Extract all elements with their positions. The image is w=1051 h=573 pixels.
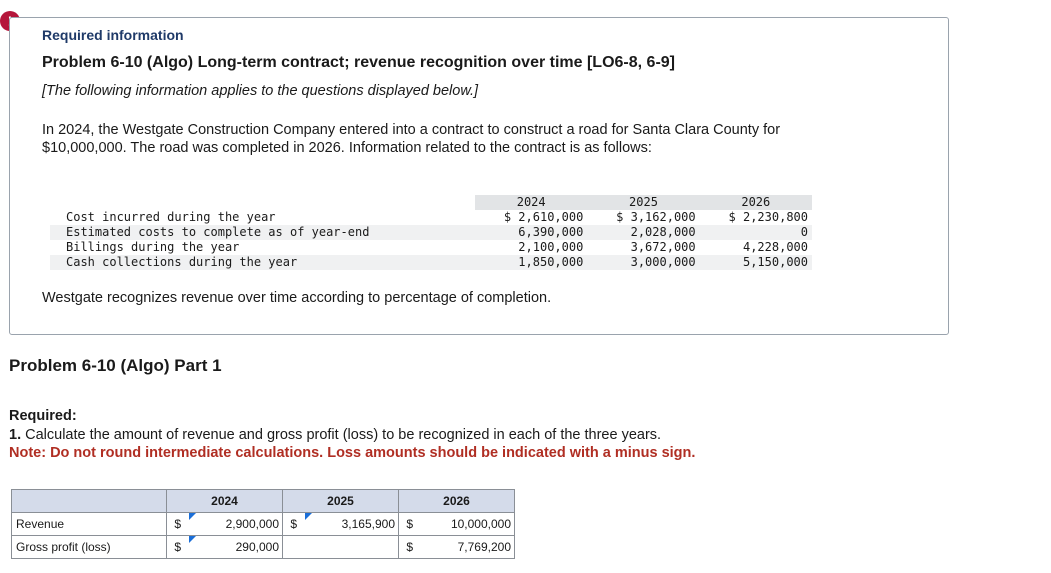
answer-header-blank — [12, 490, 167, 513]
row-value: 1,850,000 — [475, 255, 587, 270]
instruction — [9, 427, 661, 443]
row-value: $ 2,610,000 — [503, 210, 584, 224]
row-label: Estimated costs to complete as of year-end — [50, 225, 475, 240]
row-label: Cost incurred during the year — [66, 210, 276, 224]
answer-header-row — [12, 490, 515, 513]
revenue-2026-input[interactable]: 10,000,000 — [421, 513, 515, 536]
row-value: $ 3,162,000 — [616, 210, 696, 224]
row-value: $ 2,230,800 — [728, 210, 808, 224]
currency-symbol: $ — [167, 536, 189, 559]
intro-paragraph: In 2024, the Westgate Construction Company entered into a contract to construct a road for Santa Clara County for $10,000,000. The road was completed in 2026. Information related to the contract is as follows: — [42, 122, 781, 156]
part-heading: Problem 6-10 (Algo) Part 1 — [9, 356, 222, 375]
data-table-row — [50, 210, 812, 225]
rounding-note: Note: Do not round intermediate calculations. Loss amounts should be indicated with a minus sign. — [9, 445, 696, 461]
answer-table — [11, 489, 515, 559]
row-value: 3,672,000 — [630, 240, 696, 254]
gross-profit-2026-input[interactable]: 7,769,200 — [421, 536, 515, 559]
row-value: 4,228,000 — [742, 240, 808, 254]
data-table-header-row — [50, 195, 812, 210]
answer-header-year: 2024 — [167, 490, 283, 513]
required-information-heading: Required information — [42, 27, 184, 43]
applies-note: [The following information applies to the questions displayed below.] — [42, 83, 479, 99]
gross-profit-2025-input[interactable] — [283, 536, 399, 559]
row-value: 2,028,000 — [587, 225, 699, 240]
header-year: 2025 — [587, 195, 699, 210]
data-table-row — [50, 225, 812, 240]
header-year: 2024 — [475, 195, 587, 210]
row-label: Cash collections during the year — [50, 255, 475, 270]
answer-header-year: 2025 — [283, 490, 399, 513]
answer-row-revenue — [12, 513, 515, 536]
currency-symbol: $ — [167, 513, 189, 536]
row-value: 0 — [700, 225, 812, 240]
revenue-2024-input[interactable]: 2,900,000 — [189, 513, 283, 536]
answer-row-label: Revenue — [12, 513, 167, 536]
data-table-row — [50, 255, 812, 270]
row-label: Billings during the year — [66, 240, 240, 254]
closing-statement: Westgate recognizes revenue over time according to percentage of completion. — [42, 290, 552, 306]
row-value: 6,390,000 — [475, 225, 587, 240]
required-label: Required: — [9, 408, 77, 424]
revenue-2025-input[interactable]: 3,165,900 — [305, 513, 399, 536]
currency-symbol: $ — [283, 513, 305, 536]
gross-profit-2024-input[interactable]: 290,000 — [189, 536, 283, 559]
currency-symbol: $ — [399, 513, 421, 536]
instruction-number: 1. — [9, 427, 22, 443]
contract-data-table — [50, 195, 812, 270]
row-value: 2,100,000 — [518, 240, 584, 254]
answer-row-label: Gross profit (loss) — [12, 536, 167, 559]
row-value: 3,000,000 — [587, 255, 699, 270]
instruction-text: Calculate the amount of revenue and gross profit (loss) to be recognized in each of the three years. — [25, 427, 662, 443]
problem-title: Problem 6-10 (Algo) Long-term contract; revenue recognition over time [LO6-8, 6-9] — [42, 54, 675, 71]
currency-symbol: $ — [399, 536, 421, 559]
answer-header-year: 2026 — [399, 490, 515, 513]
header-year: 2026 — [700, 195, 812, 210]
answer-row-gross-profit — [12, 536, 515, 559]
data-table-row — [50, 240, 812, 255]
row-value: 5,150,000 — [700, 255, 812, 270]
header-blank — [50, 195, 475, 210]
